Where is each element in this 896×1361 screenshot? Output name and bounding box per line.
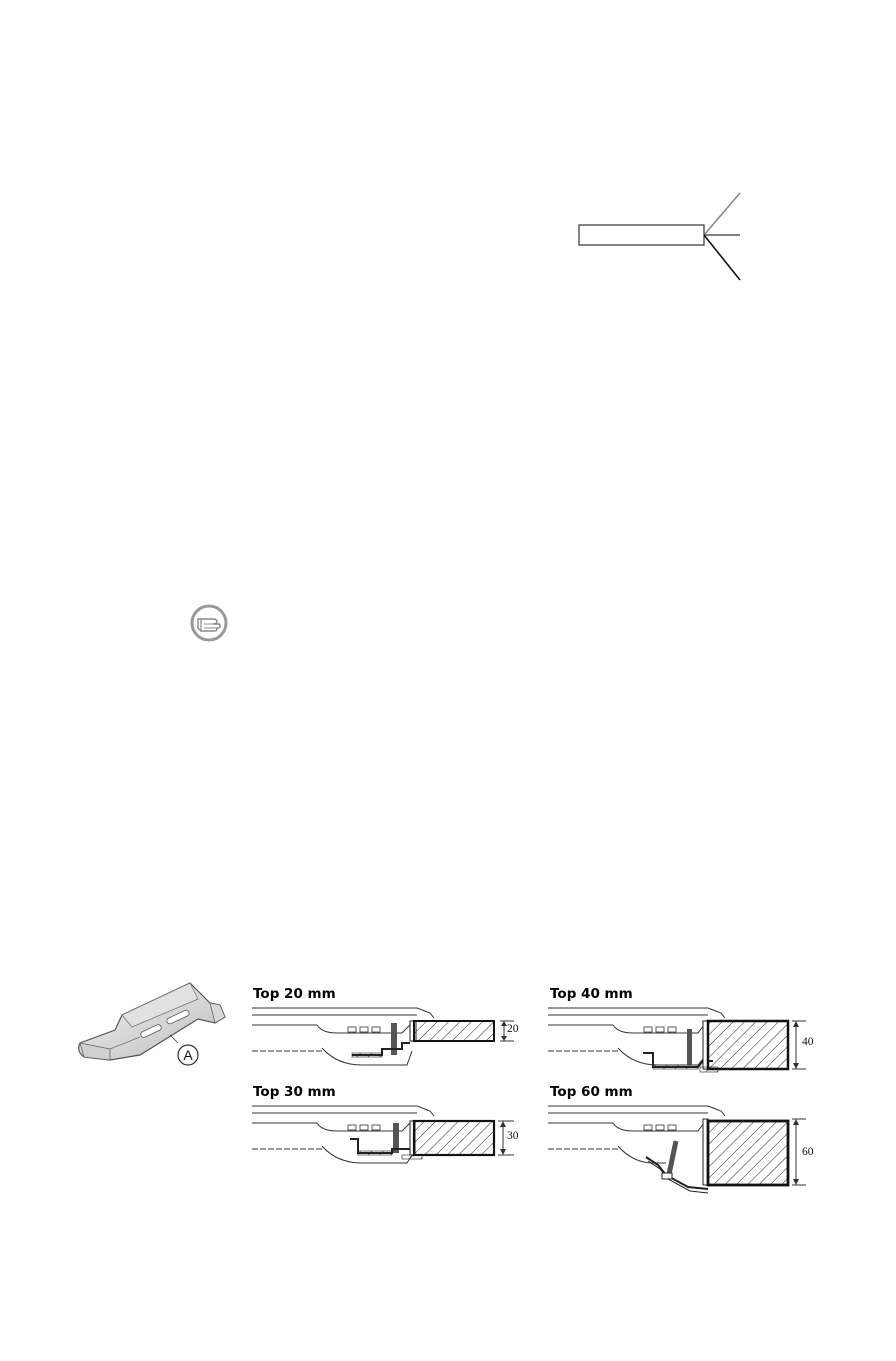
diagram-title-top-40: Top 40 mm [550, 986, 633, 1002]
cable-diagram [570, 185, 760, 295]
diagram-title-top-30: Top 30 mm [253, 1084, 336, 1100]
thickness-label-40: 40 [802, 1036, 814, 1048]
thickness-label-20: 20 [507, 1023, 519, 1035]
fixing-bracket-illustration [70, 975, 230, 1075]
diagram-title-top-60: Top 60 mm [550, 1084, 633, 1100]
thickness-label-30: 30 [507, 1130, 519, 1142]
thickness-label-60: 60 [802, 1146, 814, 1158]
installation-diagram-top-60 [548, 1101, 848, 1216]
clip-label: A [183, 1047, 193, 1063]
diagram-title-top-20: Top 20 mm [253, 986, 336, 1002]
installation-diagram-top-30 [252, 1101, 552, 1216]
protective-gloves-icon [188, 602, 230, 644]
